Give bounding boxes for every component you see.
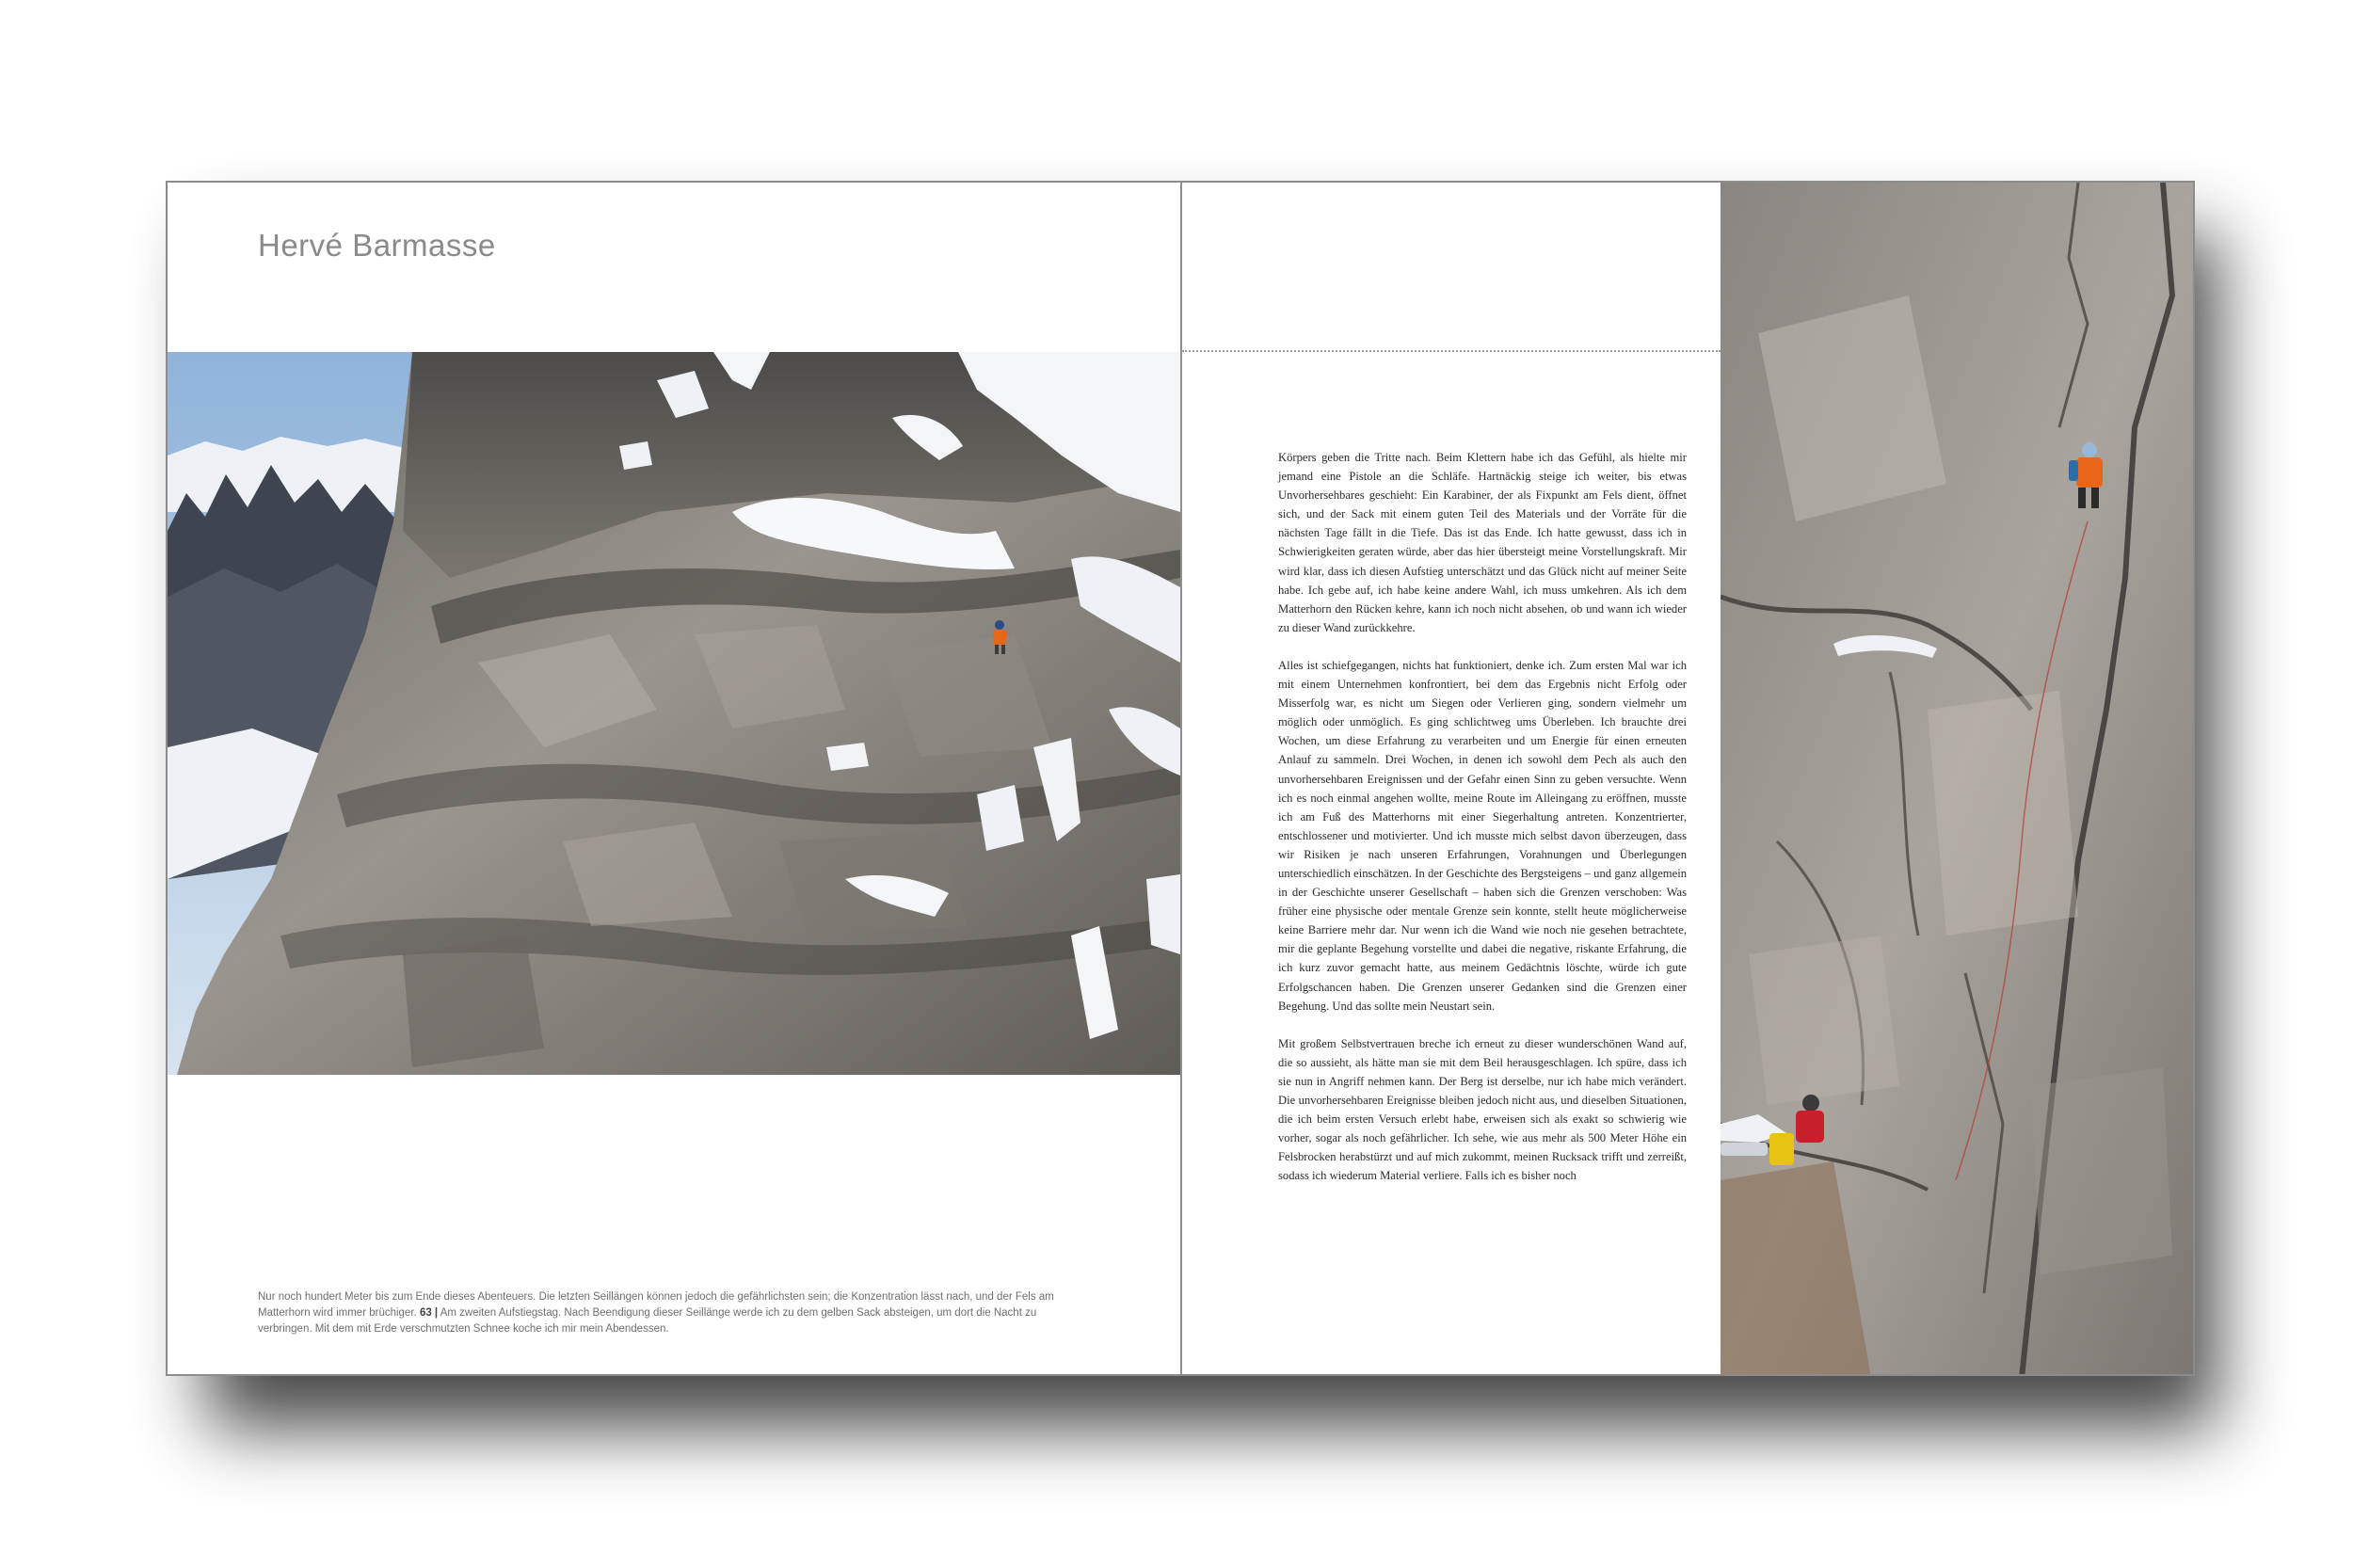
paragraph: Mit großem Selbstvertrauen breche ich erneut zu dieser wunderschönen Wand auf, die so aussieht, als hätte man sie mit dem Beil herausgeschlagen. Ich spüre, dass ich sie nun in Angriff nehmen kann. Der Berg ist derselbe, nur ich habe mich verändert. Die unvorhersehbaren Ereignisse bleiben jedoch nicht aus, und dieselben Situationen, die ich beim ersten Versuch erlebt habe, erweisen sich als exakt so schwierig wie vorher, sogar als noch gefährlicher. Ich sehe, wie aus mehr als 500 Meter Höhe ein Felsbrocken herabstürzt und auf mich zukommt, meinen Rucksack trifft und zerreißt, sodass ich wiederum Material verliere. Falls ich es bisher noch xyxy=(1278,1036,1687,1183)
figure-number: 63 | xyxy=(419,1307,439,1319)
dotted-rule xyxy=(1182,350,1721,352)
climber-wall-photo xyxy=(1721,183,2195,1376)
paragraph: Alles ist schiefgegangen, nichts hat funktioniert, denke ich. Zum ersten Mal war ich mit einem Unternehmen konfrontiert, bei dem das Ergebnis nicht Erfolg oder Misserfolg war, es nicht um Siegen oder Verlieren ging, sondern vielmehr um möglich oder unmöglich. Es ging schlichtweg ums Überleben. Ich brauchte drei Wochen, um diese Erfahrung zu verarbeiten und um Energie für einen erneuten Anlauf zu sammeln. Drei Wochen, in denen ich sowohl dem Pech als auch den unvorhersehbaren Ereignissen und der Gefahr einen Sinn zu geben versuchte. Wenn ich es noch einmal angehen wollte, meine Route im Alleingang zu eröffnen, musste ich am Fuß des Matterhorns mit einer Siegerhaltung antreten. Konzentrierter, entschlossener und motivierter. Und ich musste mich selbst davon überzeugen, dass wir Risiken je nach unseren Erfahrungen, Vorahnungen und Überlegungen unterschiedlich einschätzen. In der Geschichte des Bergsteigens – und ganz allgemein in der Geschichte unserer Gesellschaft – haben sich die Grenzen verschoben: Was früher eine physische oder mentale Grenze sein konnte, stellt heute möglicherweise keine Barriere mehr dar. Nur wenn ich die Wand wie noch nie gesehen betrachtete, mir die geplante Begehung vorstellte und dabei die negative, riskante Erfahrung, die ich kurz zuvor gemacht hatte, aus meinem Gedächtnis löschte, würde ich gute Erfolgschancen haben. Die Grenzen unserer Gedanken sind die Grenzen einer Begehung. Und das sollte mein Neustart sein. xyxy=(1278,658,1687,1013)
photo-caption xyxy=(258,1289,1067,1337)
paragraph: Körpers geben die Tritte nach. Beim Klettern habe ich das Gefühl, als hielte mir jemand eine Pistole an die Schläfe. Hartnäckig steige ich weiter, bis etwas Unvorhersehbares geschieht: Ein Karabiner, der als Fixpunkt am Fels dient, öffnet sich, und der Sack mit einem guten Teil des Materials und der Vorräte für die nächsten Tage fällt in die Tiefe. Das ist das Ende. Ich hatte gewusst, dass ich in Schwierigkeiten geraten würde, aber das hier übersteigt meine Vorstellungskraft. Mir wird klar, dass ich diesen Aufstieg unterschätzt und das Glück nicht auf meiner Seite habe. Ich gebe auf, ich habe keine andere Wahl, ich muss umkehren. Als ich dem Matterhorn den Rücken kehre, kann ich noch nicht absehen, ob und wann ich wieder zu dieser Wand zurückkehre. xyxy=(1278,451,1687,634)
body-text xyxy=(1278,448,1687,1204)
caption-text-1: Nur noch hundert Meter bis zum Ende dieses Abenteuers. Die letzten Seillängen können jedoch die gefährlichsten sein; die Konzentration lässt nach, und der Fels am Matterhorn wird immer brüchiger. xyxy=(258,1291,1054,1319)
caption-text-2: Am zweiten Aufstiegstag. Nach Beendigung dieser Seillänge werde ich zu dem gelben Sack absteigen, um dort die Nacht zu verbringen. Mit dem mit Erde verschmutzten Schnee koche ich mir mein Abendessen. xyxy=(258,1307,1037,1335)
page-gutter xyxy=(1180,183,1182,1374)
author-title: Hervé Barmasse xyxy=(258,228,496,263)
book-spread xyxy=(166,181,2195,1376)
mountain-face-photo xyxy=(168,352,1180,1075)
